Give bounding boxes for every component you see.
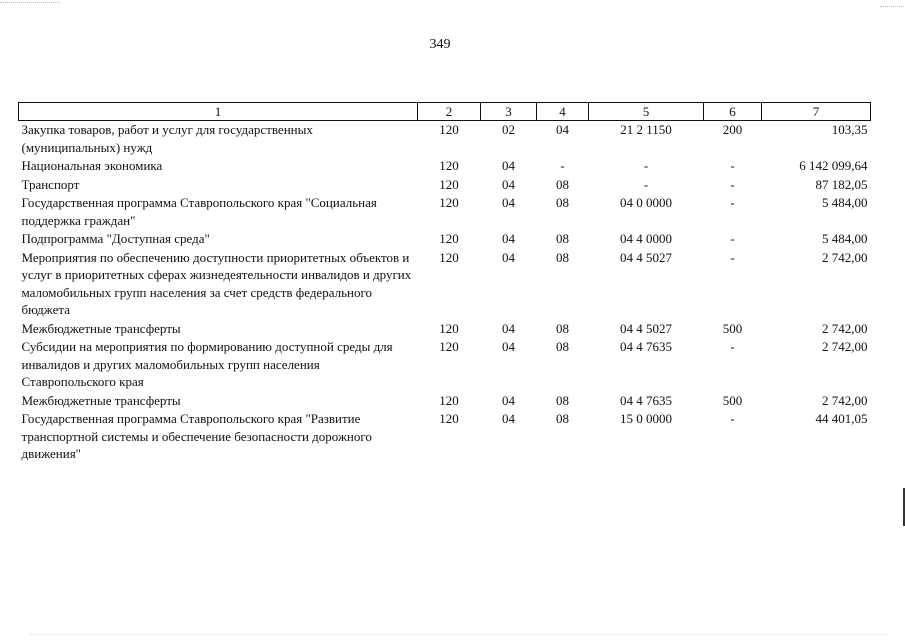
row-code-3: 02 — [502, 122, 515, 137]
table-row — [19, 249, 871, 320]
row-code-2: 120 — [439, 320, 459, 336]
column-header-2: 2 — [418, 103, 481, 121]
table-row — [19, 320, 871, 339]
column-header-5: 5 — [589, 103, 704, 121]
row-code-2: 120 — [439, 122, 459, 137]
row-code-4: 08 — [556, 339, 569, 354]
table-row — [19, 230, 871, 249]
row-code-5: 04 4 7635 — [620, 392, 672, 408]
row-code-6: - — [730, 231, 735, 246]
row-name: Мероприятия по обеспечению доступности приоритетных объектов и услуг в приоритетных сферах жизнедеятельности инвалидов и других маломобильных групп населения за счет средств федерального бюджета — [21, 249, 412, 317]
row-code-3: 04 — [502, 411, 515, 426]
row-code-5: 04 4 5027 — [620, 249, 672, 265]
table-header-row — [19, 103, 871, 121]
row-code-4: - — [560, 158, 565, 173]
row-name: Межбюджетные трансферты — [21, 320, 181, 336]
row-code-6: - — [730, 339, 735, 354]
row-code-6: - — [730, 176, 735, 192]
row-code-3: 04 — [502, 158, 515, 173]
table-row — [19, 194, 871, 230]
column-header-7: 7 — [762, 103, 871, 121]
row-name: Закупка товаров, работ и услуг для государственных (муниципальных) нужд — [21, 122, 313, 155]
column-header-6: 6 — [704, 103, 762, 121]
row-code-2: 120 — [439, 231, 459, 246]
row-code-5: 04 0 0000 — [620, 195, 672, 210]
column-header-1: 1 — [19, 103, 418, 121]
row-code-6: 500 — [722, 320, 743, 336]
scan-artifact-top — [0, 2, 60, 3]
row-amount: 5 484,00 — [822, 231, 868, 246]
row-code-3: 04 — [502, 231, 515, 246]
row-code-4: 08 — [556, 411, 569, 426]
row-name: Государственная программа Ставропольского края "Социальная поддержка граждан" — [21, 195, 377, 228]
row-code-4: 04 — [556, 122, 569, 137]
table-row — [19, 392, 871, 411]
page-number: 349 — [429, 37, 451, 52]
row-code-6: - — [730, 249, 735, 265]
row-code-2: 120 — [439, 195, 459, 210]
row-code-6: - — [730, 195, 735, 210]
row-code-2: 120 — [439, 158, 459, 173]
row-code-5: 15 0 0000 — [620, 411, 672, 426]
row-name: Межбюджетные трансферты — [21, 392, 181, 408]
row-code-2: 120 — [439, 176, 459, 192]
row-code-5: 04 4 5027 — [620, 320, 672, 336]
row-code-4: 08 — [556, 231, 569, 246]
row-code-2: 120 — [439, 392, 459, 408]
table-row — [19, 176, 871, 195]
row-amount: 5 484,00 — [822, 195, 868, 210]
scan-artifact-top-right — [880, 6, 904, 7]
row-code-5: 04 4 0000 — [620, 231, 672, 246]
row-amount: 103,35 — [831, 122, 868, 137]
row-amount: 2 742,00 — [822, 320, 868, 336]
row-code-2: 120 — [439, 411, 459, 426]
row-code-6: 500 — [722, 392, 743, 408]
table-row — [19, 338, 871, 392]
row-name: Подпрограмма "Доступная среда" — [21, 231, 210, 246]
row-code-3: 04 — [502, 339, 515, 354]
row-name: Транспорт — [21, 176, 80, 192]
row-code-3: 04 — [502, 176, 515, 192]
row-code-6: - — [730, 158, 735, 173]
row-code-4: 08 — [556, 320, 569, 336]
row-amount: 2 742,00 — [822, 339, 868, 354]
row-code-6: 200 — [722, 122, 743, 137]
table-row — [19, 121, 871, 158]
column-header-3: 3 — [481, 103, 537, 121]
row-name: Субсидии на мероприятия по формированию доступной среды для инвалидов и других маломобильных групп населения Ставропольского края — [21, 339, 393, 389]
row-code-5: - — [643, 176, 649, 192]
row-name: Национальная экономика — [21, 158, 163, 173]
row-code-3: 04 — [502, 392, 515, 408]
row-code-5: 21 2 1150 — [620, 122, 672, 137]
row-code-2: 120 — [439, 249, 459, 265]
row-code-3: 04 — [502, 249, 515, 265]
row-amount: 2 742,00 — [822, 392, 868, 408]
row-amount: 44 401,05 — [815, 411, 868, 426]
table-row — [19, 157, 871, 176]
row-name: Государственная программа Ставропольского края "Развитие транспортной системы и обеспечение безопасности дорожного движения" — [21, 411, 372, 461]
row-amount: 87 182,05 — [815, 176, 868, 192]
row-amount: 2 742,00 — [822, 249, 868, 265]
row-code-2: 120 — [439, 339, 459, 354]
row-code-5: - — [643, 158, 649, 173]
row-code-3: 04 — [502, 195, 515, 210]
row-code-4: 08 — [556, 176, 569, 192]
row-code-4: 08 — [556, 392, 569, 408]
row-code-6: - — [730, 411, 735, 426]
scan-artifact-bottom — [30, 634, 890, 635]
row-amount: 6 142 099,64 — [799, 158, 868, 173]
row-code-5: 04 4 7635 — [620, 339, 672, 354]
row-code-3: 04 — [502, 320, 515, 336]
table-body — [19, 121, 871, 464]
column-header-4: 4 — [537, 103, 589, 121]
budget-table — [18, 102, 871, 464]
row-code-4: 08 — [556, 195, 569, 210]
table-row — [19, 410, 871, 464]
row-code-4: 08 — [556, 249, 569, 265]
